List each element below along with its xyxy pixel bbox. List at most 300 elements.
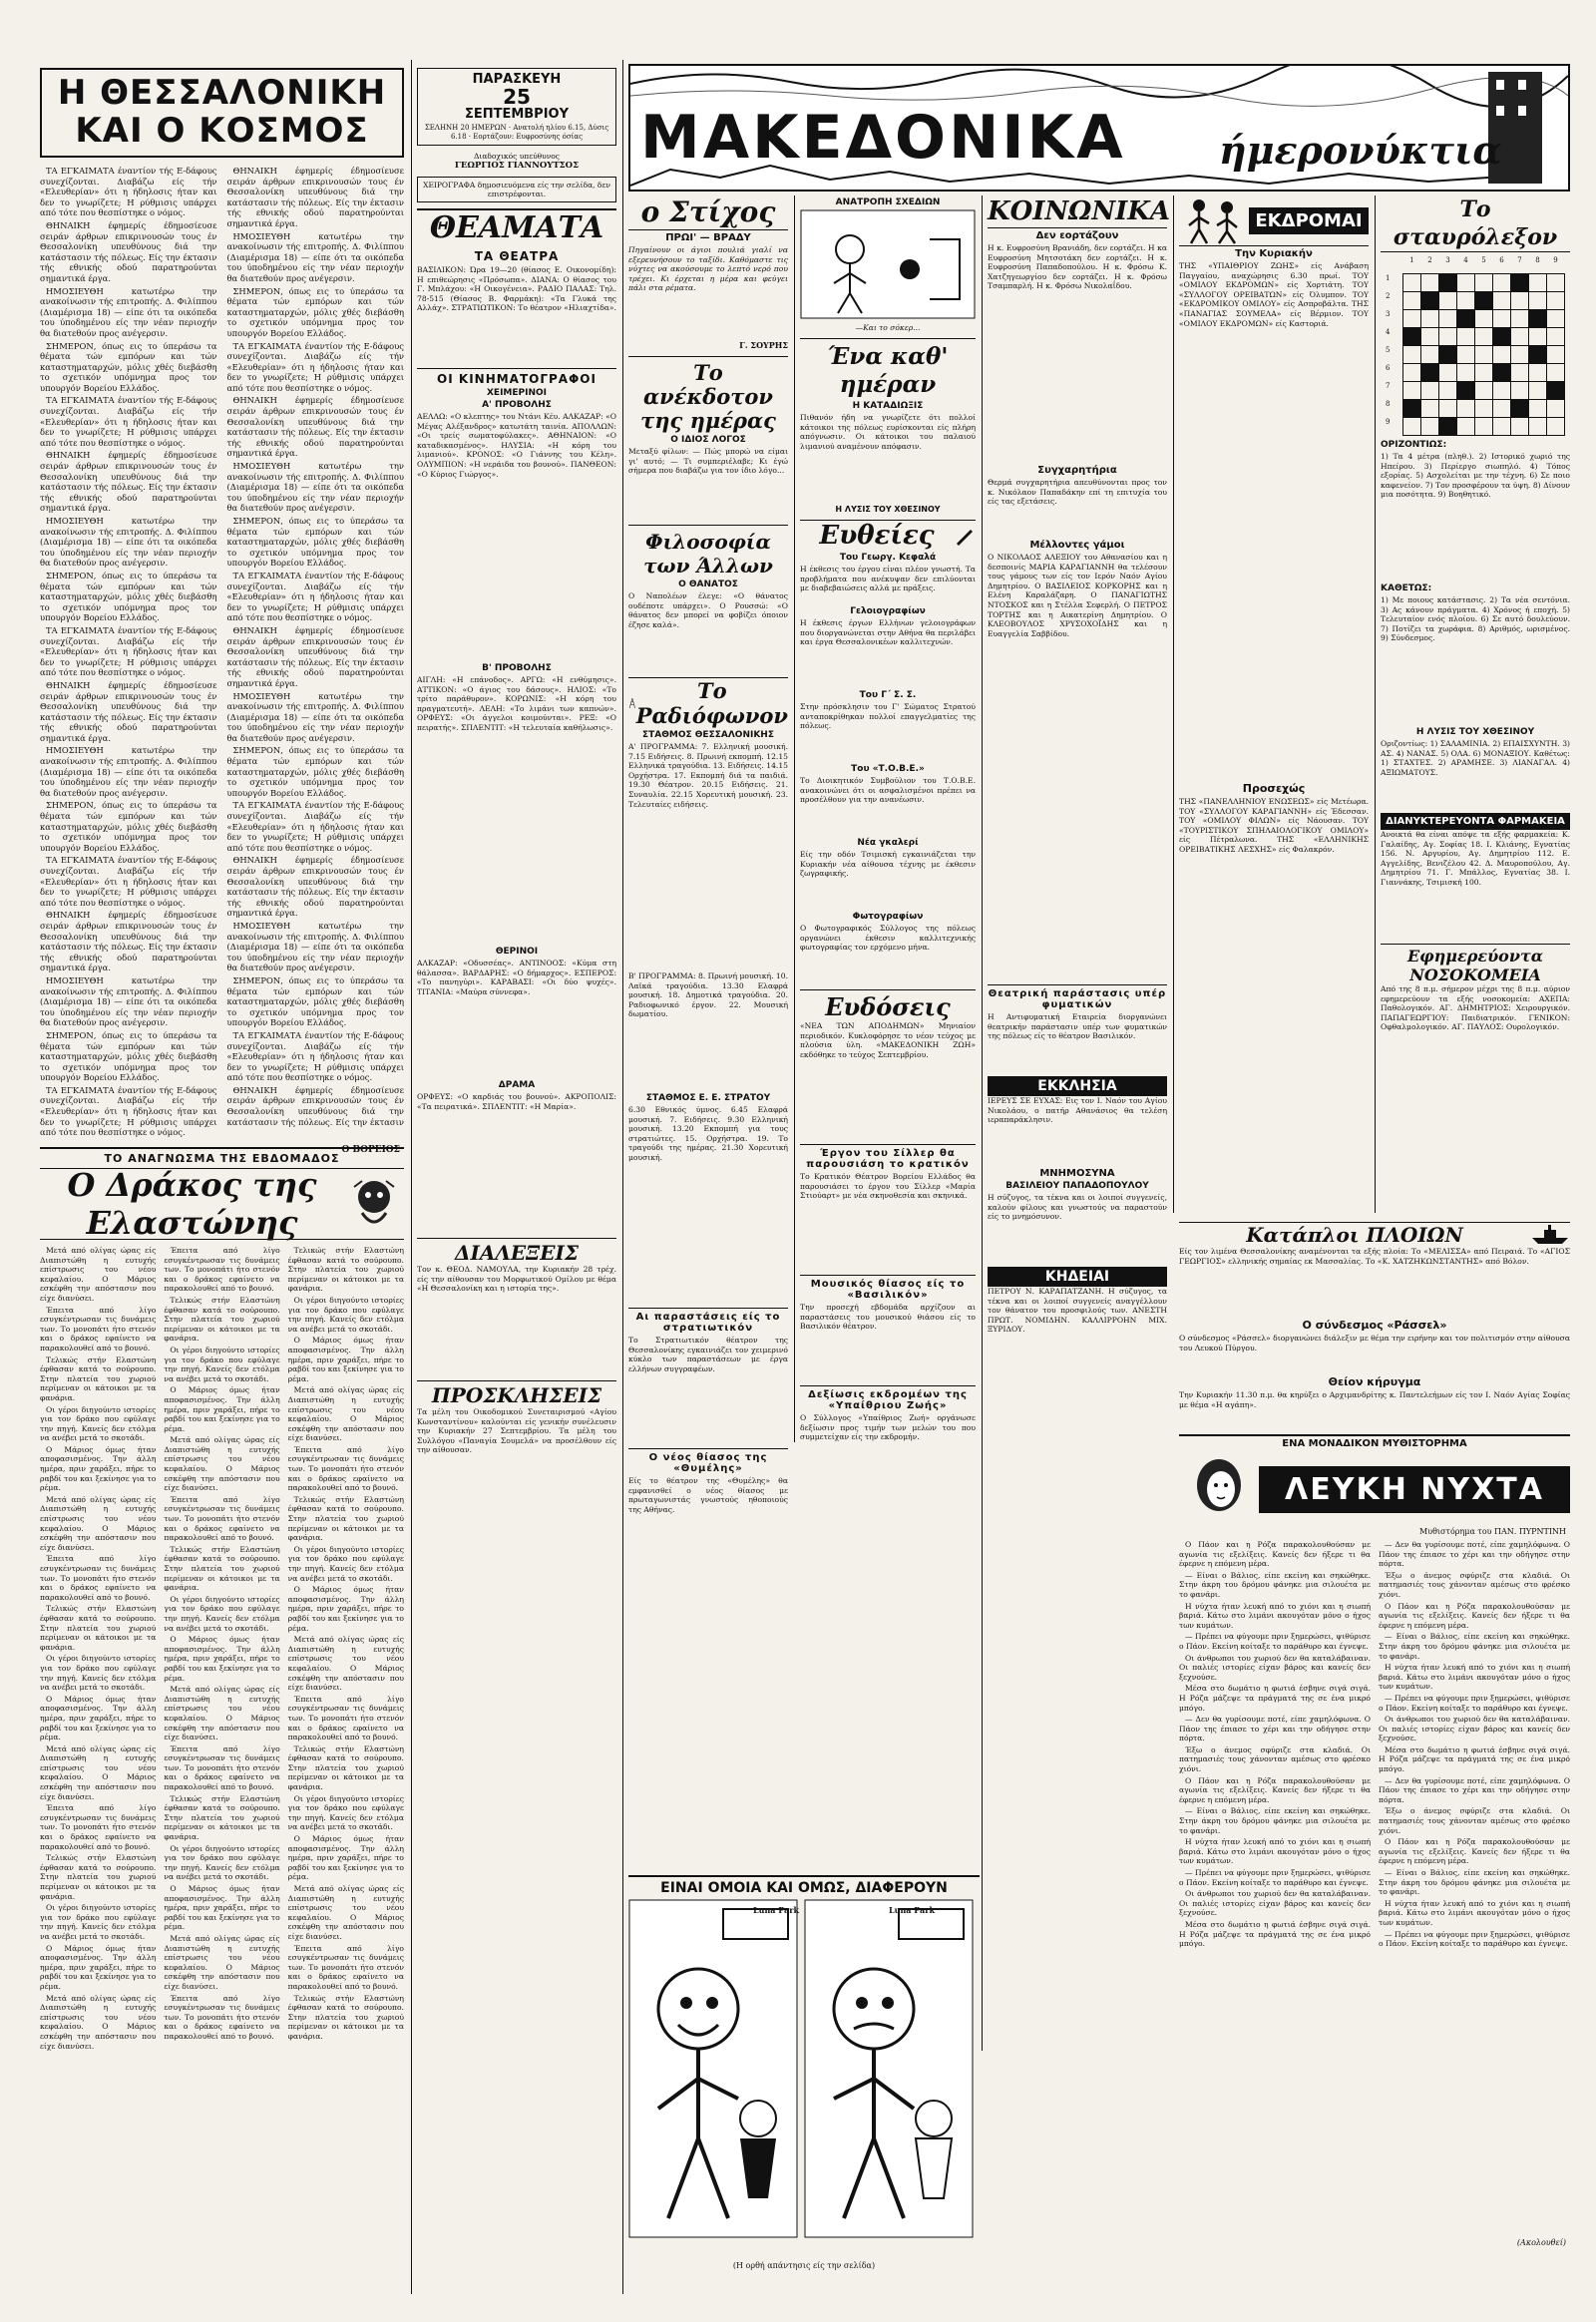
novel-body (1179, 1540, 1570, 2238)
invitations-body: Τα μέλη του Οικοδομικού Συνεταιρισμού «Αγίου Κωνσταντίνου» καλούνται είς γενικήν συνέλευσιν την Κυριακήν 27 Σεπτεμβρίου. Τα μέλη του Συλλόγου «Παναγία Σουμελά» να προσέλθουν είς την αίθουσαν. (417, 1407, 616, 1455)
thessaloniki-paragraph: ΘΗΝΑΙΚΗ έφημερίς έδημοσίευσε σειράν άρθρων επικρινουσών τους έν Θεσσαλονίκη υπευθύνους διά την κατάστασιν τής πόλεως. Είς την έκτασιν (226, 1084, 404, 1127)
cinema-first-run-listings: ΑΕΛΛΩ: «Ο κλεπτης» του Ντάνι Κέυ. ΑΛΚΑΖΑΡ: «Ο Μέγας Αλέξανδρος» κατωτάτη ταινία. ΑΠΟΛΛΩΝ: «Οι τρείς σωματοφύλακες». ΑΘΗΝΑΙΟΝ: «Ο καταδικασμένος». ΗΛΥΣΙΑ: «Η κόρη του λιμανιού». ΚΡΟΝΟΣ: «Ο Γιάννης του Κέλη». ΟΛΥΜΠΙΟΝ: «Η νεράιδα του βουνού». ΠΑΝΘΕΟΝ: «Ο Κύριος Γιώργος». (417, 412, 616, 479)
serial-paragraph: Μετά από ολίγας ώρας είς Διαπιστώθη η ευτυχής επίστρωσις του νέου κεφαλαίου. Ο Μάριος εσκέφθη την απόστασιν που είχε διανύσει. (40, 1743, 157, 1801)
serial-paragraph: Μετά από ολίγας ώρας είς Διαπιστώθη η ευτυχής επίστρωσις του νέου κεφαλαίου. Ο Μάριος εσκέφθη την απόστασιν που είχε διανύσει. (164, 1685, 280, 1742)
thessaloniki-paragraph: ΣΗΜΕΡΟΝ, όπως εις το ύπεράσω τα θέματα τών εμπόρων και τών καταστηματαρχών, μόλις χθές διεβάσθη το σχετικόν υπόμνημα προς τον υπουργόν Βορείου Ελλάδος. (40, 340, 217, 393)
serial-paragraph: Τελικώς στήν Ελαστώνη έφθασαν κατά το σούρουπο. Στην πλατεία του χωριού περίμεναν οι κάτοικοι με τα φανάρια. (164, 1295, 280, 1344)
thessaloniki-title-line2: ΚΑΙ Ο ΚΟΣΜΟΣ (75, 111, 369, 151)
crossword-cell[interactable] (1547, 310, 1565, 328)
crossword-cell[interactable] (1457, 328, 1475, 346)
church-body: ΙΕΡΕΥΣ ΣΕ ΕΥΧΑΣ: Εις τον Ι. Ναόν του Αγίου Νικολάου, ο πατήρ Αθανάσιος θα τελέση ιεραπαράκλησιν. (988, 1096, 1167, 1125)
crossword-cell[interactable] (1439, 364, 1457, 382)
crossword-cell[interactable] (1475, 400, 1493, 418)
serial-paragraph: Τελικώς στήν Ελαστώνη έφθασαν κατά το σούρουπο. Στην πλατεία του χωριού περίμεναν οι κάτοικοι με τα φανάρια. (287, 1494, 404, 1543)
crossword-cell[interactable] (1421, 418, 1439, 436)
cinema-second-run-listings: ΑΙΓΛΗ: «Η επάνοδος». ΑΡΓΩ: «Η ενθύμησις». ΑΤΤΙΚΟΝ: «Ο άγιος του δάσους». ΗΛΙΟΣ: «Το τρίτο παράθυρον». ΚΟΡΩΝΙΣ: «Η κόρη του πραγματευτή». ΛΕΛΗ: «Το λιμάνι των καπνών». ΟΡΦΕΥΣ: «Οι άγγελοι κοιμούνται». ΡΕΞ: «Ο πειρατής». ΣΠΛΕΝΤΙΤ: «Η τελευταία καθήλωσις». (417, 675, 616, 732)
radio-heading: Το Ραδιόφωνον (635, 678, 789, 728)
drama-listings: ΟΡΦΕΥΣ: «Ο καρδιάς του βουνού». ΑΚΡΟΠΟΛΙΣ: «Τα πειρατικά». ΣΠΛΕΝΤΙΤ: «Η Μαρία». (417, 1092, 616, 1111)
publications-body: «ΝΕΑ ΤΩΝ ΑΠΟΔΗΜΩΝ» Μηνιαίον περιοδικόν. Κυκλοφόρησε το νέον τεύχος με πλούσια ύλη. «ΜΑΚΕΔΟΝΙΚΗ ΖΩΗ» εκδόθηκε το τεύχος Σεπτεμβρίου. (800, 1021, 976, 1059)
serial-paragraph: Μετά από ολίγας ώρας είς Διαπιστώθη η ευτυχής επίστρωσις του νέου κεφαλαίου. Ο Μάριος εσκέφθη την απόστασιν που είχε διανύσει. (164, 1435, 280, 1493)
crossword-cell[interactable] (1421, 400, 1439, 418)
column-social (988, 195, 1171, 1845)
crossword-cell[interactable] (1475, 418, 1493, 436)
memorials-heading: ΜΝΗΜΟΣΥΝΑ (1039, 1168, 1115, 1179)
serial-paragraph: Ο Μάριος όμως ήταν αποφασισμένος. Την άλλη ημέρα, πριν χαράξει, πήρε το ραβδί του και ξεκίνησε για το ρέμα. (287, 1585, 404, 1633)
masthead-title: ΜΑΚΕΔΟΝΙΚΑ (640, 103, 1126, 173)
crossword-row (1386, 292, 1565, 310)
thessaloniki-paragraph: ΘΗΝΑΙΚΗ έφημερίς έδημοσίευσε σειράν άρθρων επικρινουσών τους έν Θεσσαλονίκη υπευθύνους διά την κατάστασιν τής πόλεως. Είς την έκτασιν τής εθνικής οδού παρατηρούνται σημαντικά έργα. (226, 855, 404, 919)
column-date-theatres (417, 0, 616, 1806)
congratulations-heading: Συγχαρητήρια (1037, 465, 1117, 476)
cinema-summer-heading: ΘΕΡΙΝΟΙ (495, 947, 539, 957)
crossword-cell[interactable] (1475, 346, 1493, 364)
crossword-cell[interactable] (1493, 400, 1511, 418)
crossword-block (1439, 418, 1457, 436)
spot-difference-cartoon (628, 1875, 980, 2274)
new-gallery-heading: Νέα γκαλερί (857, 838, 919, 848)
serial-paragraph: Μετά από ολίγας ώρας είς Διαπιστώθη η ευτυχής επίστρωσις του νέου κεφαλαίου. Ο Μάριος εσκέφθη την απόστασιν που είχε διανύσει. (287, 1884, 404, 1941)
serial-paragraph: Οι γέροι διηγούντο ιστορίες για τον δράκο που εφύλαγε την πηγή. Κανείς δεν ετόλμα να ανέβει μετά το σκοτάδι. (164, 1594, 280, 1633)
serial-paragraph: Τελικώς στήν Ελαστώνη έφθασαν κατά το σούρουπο. Στην πλατεία του χωριού περίμεναν οι κάτοικοι με τα φανάρια. (40, 1354, 157, 1402)
crossword-cell[interactable] (1457, 346, 1475, 364)
column-crossword (1381, 195, 1570, 1080)
serial-paragraph: Ο Μάριος όμως ήταν αποφασισμένος. Την άλλη ημέρα, πριν χαράξει, πήρε το ραβδί του και ξεκίνησε για το ρέμα. (40, 1943, 157, 1991)
serial-paragraph: Ο Μάριος όμως ήταν αποφασισμένος. Την άλλη ημέρα, πριν χαράξει, πήρε το ραβδί του και ξεκίνησε για το ρέμα. (164, 1884, 280, 1932)
russell-heading: Ο σύνδεσμος «Ράσσελ» (1302, 1319, 1447, 1332)
ships-body: Είς τον λιμένα Θεσσαλονίκης αναμένονται τα εξής πλοία: Το «ΜΕΛΙΣΣΑ» από Πειραιά. Το «ΑΓΙΟΣ ΓΕΩΡΓΙΟΣ» ελληνικής σημαίας εκ Μασσαλίας. Το «Κ. ΧΑΤΖΗΚΩΝΣΤΑΝΤΗΣ» από Βόλον. (1179, 1247, 1570, 1266)
crossword-row (1386, 310, 1565, 328)
crossword-cell[interactable] (1439, 382, 1457, 400)
hospitals-heading: Εφημερεύοντα ΝΟΣΟΚΟΜΕΙΑ (1381, 944, 1570, 984)
crossword-cell[interactable] (1457, 364, 1475, 382)
serial-paragraph: Μετά από ολίγας ώρας είς Διαπιστώθη η ευτυχής επίστρωσις του νέου κεφαλαίου. Ο Μάριος εσκέφθη την απόστασιν που είχε διανύσει. (164, 1933, 280, 1991)
mid-cartoon-caption: —Και το σόκερ... (855, 323, 921, 332)
theatre-listings: ΒΑΣΙΛΙΚΟΝ: Ώρα 19—20 (θίασος Ε. Οικονομίδη): Η επιθεώρησις «Πρόσωπα». ΔΙΑΝΑ: Ο θίασος του Γ. Μπλάχου: «Η Οικογένεια». ΡΑΔΙΟ ΠΑΛΑΣ: Τηλ. 78-515 (Θίασος Β. Φαρμάκη): «Τα Γλυκά της Αλλάχ». ΣΤΡΑΤΙΩΤΙΚΟΝ: Το θέατρον «Ηλιαχτίδα». (417, 265, 616, 313)
serial-paragraph: Ο Μάριος όμως ήταν αποφασισμένος. Την άλλη ημέρα, πριν χαράξει, πήρε το ραβδί του και ξεκίνησε για το ρέμα. (40, 1694, 157, 1742)
crossword-col-number: 3 (1445, 256, 1450, 264)
crossword-cell[interactable] (1493, 382, 1511, 400)
army-station-program: 6.30 Εθνικός ύμνος. 6.45 Ελαφρά μουσική. 7. Ειδήσεις. 9.30 Ελληνική μουσική. 13.20 Εκπομπή για τους στρατιώτες. 15. Ορχήστρα. 19. Το τραγούδι της ημέρας. 21.30 Χορευτική μουσική. (628, 1105, 788, 1162)
invitations-heading: ΠΡΟΣΚΛΗΣΕΙΣ (417, 1380, 616, 1407)
crossword-grid[interactable] (1386, 256, 1565, 436)
serial-block (40, 1147, 404, 2218)
upcoming-heading: Προσεχώς (1242, 782, 1306, 795)
novel-title-row (1179, 1451, 1570, 1527)
serial-heading: ΤΟ ΑΝΑΓΝΩΣΜΑ ΤΗΣ ΕΒΔΟΜΑΔΟΣ (40, 1147, 404, 1169)
crossword-cell[interactable] (1421, 310, 1439, 328)
football-cartoon-icon (800, 209, 976, 319)
crossword-block (1511, 400, 1529, 418)
crossword-cell[interactable] (1493, 310, 1511, 328)
crossword-cell[interactable] (1475, 310, 1493, 328)
thessaloniki-paragraph: ΘΗΝΑΙΚΗ έφημερίς έδημοσίευσε σειράν άρθρων επικρινουσών τους έν Θεσσαλονίκη υπευθύνους διά την κατάστασιν τής πόλεως. Είς την έκτασιν τής εθνικής οδού παρατηρούνται σημαντικά έργα. (226, 624, 404, 688)
thessaloniki-signature: Ο ΒΟΡΕΙΟΣ (341, 1145, 400, 1155)
crossword-col-number: 8 (1535, 256, 1540, 264)
upcoming-body: ΤΗΣ «ΠΑΝΕΛΛΗΝΙΟΥ ΕΝΩΣΕΩΣ» είς Μετέωρα. ΤΟΥ «ΣΥΛΛΟΓΟΥ ΚΑΡΑΓΙΑΝΝΗ» είς Έδεσσαν. ΤΟΥ «ΟΜΙΛΟΥ ΦΙΛΩΝ» είς Νάουσαν. ΤΟΥ «ΤΟΥΡΙΣΤΙΚΟΥ ΣΠΗΛΑΙΟΛΟΓΙΚΟΥ ΟΜΙΛΟΥ» είς Πέτραλωνα. ΤΗΣ «ΕΛΛΗΝΙΚΗΣ ΟΡΕΙΒΑΤΙΚΗΣ ΛΕΣΧΗΣ» είς Φαλακρόν. (1179, 797, 1369, 854)
crossword-cell[interactable] (1511, 364, 1529, 382)
serial-paragraph: Έπειτα από λίγο εσυγκέντρωσαν τις δυνάμεις των. Το μονοπάτι ήτο στενόν και ο δράκος εφαίνετο να παρακολουθεί από το βουνό. (287, 1444, 404, 1493)
mid-cartoon-heading: ΑΝΑΤΡΟΠΗ ΣΧΕΔΙΩΝ (835, 197, 941, 207)
serial-paragraph: Έπειτα από λίγο εσυγκέντρωσαν τις δυνάμεις των. Το μονοπάτι ήτο στενόν και ο δράκος εφαίνετο να παρακολουθεί από το βουνό. (164, 1993, 280, 2041)
crossword-cell[interactable] (1529, 400, 1547, 418)
sermon-heading: Θείον κήρυγμα (1328, 1375, 1421, 1388)
date-number: 25 (503, 85, 531, 109)
crossword-row-number: 6 (1386, 363, 1391, 372)
crossword-block (1439, 274, 1457, 292)
crossword-cell[interactable] (1511, 382, 1529, 400)
crossword-cell[interactable] (1547, 364, 1565, 382)
column-excursions (1179, 195, 1369, 1206)
crossword-cell[interactable] (1421, 382, 1439, 400)
crossword-cell[interactable] (1457, 292, 1475, 310)
excursions-subheading: Την Κυριακήν (1235, 248, 1313, 259)
novel-paragraph: Η νύχτα ήταν λευκή από το χιόνι και η σιωπή βαριά. Κάτω στο λιμάνι ακουγόταν μόνο ο ήχος των κυμάτων. (1379, 1663, 1570, 1692)
crossword-corner (1386, 256, 1403, 274)
crossword-cell[interactable] (1421, 346, 1439, 364)
thessaloniki-title-line1: Η ΘΕΣΣΑΛΟΝΙΚΗ (57, 73, 387, 113)
novel-paragraph: Ο Πάον και η Ρόζα παρακολουθούσαν με αγωνία τις εξελίξεις. Κανείς δεν ήξερε τι θα έφερνε η επόμενη μέρα. (1379, 1837, 1570, 1866)
radio-heading-row (628, 677, 788, 728)
cinema-summer-listings: ΑΛΚΑΖΑΡ: «Οδυσσέας». ΑΝΤΙΝΟΟΣ: «Κύμα στη θάλασσα». ΒΑΡΔΑΡΗΣ: «Ο δήμαρχος». ΕΣΠΕΡΟΣ: «Το πανηγύρι». ΚΑΡΑΒΑΣΙ: «Οι δύο ψυχές». ΤΙΤΑΝΙΑ: «Μαύρα σύννεφα». (417, 959, 616, 996)
novel-paragraph: Η νύχτα ήταν λευκή από το χιόνι και η σιωπή βαριά. Κάτω στο λιμάνι ακουγόταν μόνο ο ήχος των κυμάτων. (1379, 1898, 1570, 1927)
funerals-heading: ΚΗΔΕΙΑΙ (988, 1267, 1167, 1287)
social-heading: ΚΟΙΝΩΝΙΚΑ (988, 196, 1171, 226)
crossword-cell[interactable] (1457, 418, 1475, 436)
army-shows-body: Το Στρατιωτικόν θέατρον της Θεσσαλονίκης εγκαινιάζει τον χειμερινό κύκλο των παραστάσεων με έργα ελλήνων συγγραφέων. (628, 1336, 788, 1373)
novel-banner: ΕΝΑ ΜΟΝΑΔΙΚΟΝ ΜΥΘΙΣΤΟΡΗΜΑ (1282, 1438, 1467, 1449)
crossword-cell[interactable] (1403, 364, 1421, 382)
church-heading: ΕΚΚΛΗΣΙΑ (988, 1076, 1167, 1096)
serial-paragraph: Έπειτα από λίγο εσυγκέντρωσαν τις δυνάμεις των. Το μονοπάτι ήτο στενόν και ο δράκος εφαίνετο να παρακολουθεί από το βουνό. (40, 1305, 157, 1353)
thessaloniki-paragraph: ΘΗΝΑΙΚΗ έφημερίς έδημοσίευσε σειράν άρθρων επικρινουσών τους έν Θεσσαλονίκη υπευθύνους διά την κατάστασιν τής πόλεως. Είς την έκτασιν τής εθνικής οδού παρατηρούνται σημαντικά έργα. (40, 219, 217, 283)
crossword-block (1511, 274, 1529, 292)
novel-paragraph: Οι άνθρωποι του χωριού δεν θα καταλάβαιναν. Οι παλιές ιστορίες είχαν βάρος και κανείς δεν ξεχνούσε. (1179, 1889, 1371, 1918)
serial-paragraph: Ο Μάριος όμως ήταν αποφασισμένος. Την άλλη ημέρα, πριν χαράξει, πήρε το ραβδί του και ξεκίνησε για το ρέμα. (164, 1635, 280, 1683)
crossword-cell[interactable] (1403, 418, 1421, 436)
serial-body (40, 1246, 404, 2218)
serial-paragraph: Τελικώς στήν Ελαστώνη έφθασαν κατά το σούρουπο. Στην πλατεία του χωριού περίμεναν οι κάτοικοι με τα φανάρια. (40, 1853, 157, 1901)
novel-paragraph: Η νύχτα ήταν λευκή από το χιόνι και η σιωπή βαριά. Κάτω στο λιμάνι ακουγόταν μόνο ο ήχος των κυμάτων. (1179, 1837, 1371, 1866)
crossword-row-number: 8 (1386, 399, 1391, 408)
crossword-cell[interactable] (1403, 382, 1421, 400)
themeli-heading: Ο νέος θίασος της «Θυμέλης» (628, 1448, 788, 1474)
novel-paragraph: Η νύχτα ήταν λευκή από το χιόνι και η σιωπή βαριά. Κάτω στο λιμάνι ακουγόταν μόνο ο ήχος των κυμάτων. (1179, 1601, 1371, 1630)
down-clues: 1) Με ποιους κατάστασις. 2) Τα νέα σεντόνια. 3) Ας κάνουν πράγματα. 4) Χρόνος ή εποχή. 5) Τελευταίον ενός πλοίου. 6) Σε αυτό δουλεύουν. 7) Ποτίζει τα χωράφια. 8) Αριθμός, ωρισμένος. 9) Σύνδεσμος. (1381, 595, 1570, 643)
music-troupe-body: Την προσεχή εβδομάδα αρχίζουν αι παραστάσεις του μουσικού θιάσου είς το Βασιλικόν θέατρον. (800, 1303, 976, 1332)
crossword-block (1547, 382, 1565, 400)
spot-difference-panels (628, 1899, 980, 2238)
thessaloniki-paragraph: ΤΑ ΕΓΚΑΙΜΑΤΑ έναντίον τής Ε-δάφους συνεχίζονται. Διαβάζω είς τήν «Ελευθερίαν» ότι η ήδηλοσις ήταν και δεν το γνωρίζετε; Η ρύθμισις υπάρχει από τότε που θεσπίστηκε ο νόμος. (226, 1029, 404, 1083)
crossword-block (1457, 310, 1475, 328)
crossword-cell[interactable] (1511, 310, 1529, 328)
solution-heading: Η ΛΥΣΙΣ ΤΟΥ ΧΘΕΣΙΝΟΥ (1415, 727, 1535, 737)
crossword-col-number: 9 (1553, 256, 1558, 264)
crossword-cell[interactable] (1439, 328, 1457, 346)
philosophy-subheading: Ο ΘΑΝΑΤΟΣ (678, 580, 738, 589)
crossword-cell[interactable] (1547, 400, 1565, 418)
day-body: Πιθανόν ήδη να γνωρίζετε ότι πολλοί κάτοικοι της πόλεως ευρίσκονται είς πλήρη απόγνωσιν. Οι κάτοικοι του παλαιού λιμανιού αναμένουν απόφασιν. (800, 413, 976, 451)
tobe-heading: Του «Τ.Ο.Β.Ε.» (851, 764, 925, 774)
pharmacies-body: Ανοικτά θα είναι απόψε τα εξής φαρμακεία: Κ. Γαλαίδης, Αγ. Σοφίας 18. Ι. Κλιάνης, Εγνατίας 156. Ν. Αργυρίου, Αγ. Δημητρίου 112. Ε. Αγγελίδης, Βενιζέλου 42. Δ. Μαυροπούλου, Αγ. Δημητρίου 71. Γ. Μπάλλος, Εγνατίας 38. Ι. Γιαννάκης, Τσιμισκή 100. (1381, 830, 1570, 887)
day-heading: Ένα καθ' ημέραν (800, 338, 976, 399)
tobe-body: Το Διοικητικόν Συμβούλιον του Τ.Ο.Β.Ε. ανακοινώνει ότι οι ασφαλισμένοι πρέπει να προσέλθουν για την ανανέωσιν. (800, 776, 976, 805)
thessaloniki-paragraph: ΗΜΟΣΙΕΥΘΗ κατωτέρω την ανακοίνωσιν τής επιτροπής. Δ. Φιλίππου (Διαμέρισμα 18) — είπε ότι τα οικόπεδα του ύποδημένου είς την νέαν περιοχήν θα διατεθούν προς ανέγερσιν. (226, 920, 404, 973)
radio-program-b: Β' ΠΡΟΓΡΑΜΜΑ: 8. Πρωινή μουσική. 10. Λαϊκά τραγούδια. 13.30 Ελαφρά μουσική. 18. Δημοτικά τραγούδια. 20. Ραδιοφωνικό έργον. 22. Μουσική δωματίου. (628, 971, 788, 1019)
serial-paragraph: Έπειτα από λίγο εσυγκέντρωσαν τις δυνάμεις των. Το μονοπάτι ήτο στενόν και ο δράκος εφαίνετο να παρακολουθεί από το βουνό. (40, 1554, 157, 1602)
right-lower-block (1179, 1222, 1570, 2247)
crossword-col-number: 7 (1517, 256, 1522, 264)
novel-paragraph: — Δεν θα γυρίσουμε ποτέ, είπε χαμηλόφωνα. Ο Πάον της έπιασε το χέρι και την οδήγησε στην πόρτα. (1379, 1775, 1570, 1804)
date-box (417, 68, 616, 146)
excursions-heading-row (1179, 195, 1369, 246)
music-troupe-heading: Μουσικός θίασος είς το «Βασιλικόν» (800, 1275, 976, 1301)
crossword-block (1457, 382, 1475, 400)
column-divider (1375, 195, 1376, 1213)
schiller-body: Το Κρατικόν Θέατρον Βορείου Ελλάδος θα παρουσιάσει το έργον του Σίλλερ «Μαρία Στιούαρτ» με νέα σκηνοθεσία και σκηνικά. (800, 1172, 976, 1201)
column-divider (411, 60, 412, 2294)
crossword-row-number: 3 (1386, 309, 1391, 318)
radio-station: ΣΤΑΘΜΟΣ ΘΕΣΣΑΛΟΝΙΚΗΣ (641, 730, 774, 740)
schiller-heading: Έργον του Σίλλερ θα παρουσιάση το κρατικόν (800, 1144, 976, 1170)
thessaloniki-paragraph: ΤΑ ΕΓΚΑΙΜΑΤΑ έναντίον τής Ε-δάφους συνεχίζονται. Διαβάζω είς τήν «Ελευθερίαν» ότι η ήδηλοσις ήταν και δεν το γνωρίζετε; Η ρύθμισις υπάρχει από τότε που θεσπίστηκε ο νόμος. (40, 166, 217, 218)
crossword-cell[interactable] (1475, 328, 1493, 346)
novel-paragraph: Μέσα στο δωμάτιο η φωτιά έσβηνε σιγά σιγά. Η Ρόζα μάζεψε τα πράγματά της σε ένα μικρό μπόγο. (1179, 1684, 1371, 1713)
thessaloniki-paragraph: ΗΜΟΣΙΕΥΘΗ κατωτέρω την ανακοίνωσιν τής επιτροπής. Δ. Φιλίππου (Διαμέρισμα 18) — είπε ότι τα οικόπεδα του ύποδημένου είς την νέαν περιοχήν θα διατεθούν προς ανέγερσιν. (226, 690, 404, 743)
thessaloniki-paragraph: ΗΜΟΣΙΕΥΘΗ κατωτέρω την ανακοίνωσιν τής επιτροπής. Δ. Φιλίππου (Διαμέρισμα 18) — είπε ότι τα οικόπεδα του ύποδημένου είς την νέαν περιοχήν θα διατεθούν προς ανέγερσιν. (40, 974, 217, 1028)
novel-paragraph: Οι άνθρωποι του χωριού δεν θα καταλάβαιναν. Οι παλιές ιστορίες είχαν βάρος και κανείς δεν ξεχνούσε. (1379, 1715, 1570, 1743)
army-corps-body: Στην πρόσκλησιν του Γ' Σώματος Στρατού ανταποκρίθηκαν πολλοί επαγγελματίες της πόλεως. (800, 702, 976, 731)
thessaloniki-paragraph: ΗΜΟΣΙΕΥΘΗ κατωτέρω την ανακοίνωσιν τής επιτροπής. Δ. Φιλίππου (Διαμέρισμα 18) — είπε ότι τα οικόπεδα του ύποδημένου είς την νέαν περιοχήν θα διατεθούν προς ανέγερσιν. (226, 230, 404, 283)
memorial-body: Η σύζυγος, τα τέκνα και οι λοιποί συγγενείς, καλούν φίλους και γνωστούς να παραστούν είς το μνημόσυνον. (988, 1193, 1167, 1222)
crossword-block (1403, 400, 1421, 418)
serial-paragraph: Τελικώς στήν Ελαστώνη έφθασαν κατά το σούρουπο. Στην πλατεία του χωριού περίμεναν οι κάτοικοι με τα φανάρια. (164, 1793, 280, 1842)
crossword-cell[interactable] (1511, 346, 1529, 364)
crossword-row-number: 2 (1386, 291, 1391, 300)
crossword-cell[interactable] (1421, 274, 1439, 292)
crossword-cell[interactable] (1529, 292, 1547, 310)
thessaloniki-paragraph: ΤΑ ΕΓΚΑΙΜΑΤΑ έναντίον τής Ε-δάφους συνεχίζονται. Διαβάζω είς τήν «Ελευθερίαν» ότι η ήδηλοσις ήταν και δεν το γνωρίζετε; Η ρύθμισις υπάρχει από τότε που θεσπίστηκε ο νόμος. (226, 340, 404, 393)
euthies-author: Του Γεωργ. Κεφαλά (839, 553, 937, 563)
thessaloniki-paragraph: ΤΑ ΕΓΚΑΙΜΑΤΑ έναντίον τής Ε-δάφους συνεχίζονται. Διαβάζω είς τήν «Ελευθερίαν» ότι η ήδηλοσις ήταν και δεν το γνωρίζετε; Η ρύθμισις υπάρχει από τότε που θεσπίστηκε ο νόμος. (40, 624, 217, 678)
serial-paragraph: Οι γέροι διηγούντο ιστορίες για τον δράκο που εφύλαγε την πηγή. Κανείς δεν ετόλμα να ανέβει μετά το σκοτάδι. (40, 1404, 157, 1443)
theatre-charity-body: Η Αντιφυματική Εταιρεία διοργανώνει θεατρικήν παράστασιν υπέρ των φυματικών της πόλεως είς το θέατρον Βασιλικόν. (988, 1012, 1167, 1041)
serial-paragraph: Οι γέροι διηγούντο ιστορίες για τον δράκο που εφύλαγε την πηγή. Κανείς δεν ετόλμα να ανέβει μετά το σκοτάδι. (40, 1654, 157, 1693)
ships-heading: Κατάπλοι ΠΛΟΙΩΝ (1246, 1223, 1463, 1247)
caricatures-body: Η έκθεσις έργων Ελλήνων γελοιογράφων που διοργανώνεται στην Αθήνα θα περιλάβει και έργα Θεσσαλονικέων καλλιτεχνών. (800, 618, 976, 647)
across-heading: ΟΡΙΖΟΝΤΙΩΣ: (1381, 440, 1447, 450)
crossword-block (1529, 310, 1547, 328)
column-divider (622, 60, 623, 2294)
crossword-row-number: 7 (1386, 381, 1391, 390)
crossword-block (1493, 364, 1511, 382)
photography-body: Ο Φωτογραφικός Σύλλογος της πόλεως οργανώνει έκθεσιν καλλιτεχνικής φωτογραφίας τον ερχόμενο μήνα. (800, 924, 976, 953)
memorial-name: ΒΑΣΙΛΕΙΟΥ ΠΑΠΑΔΟΠΟΥΛΟΥ (1005, 1181, 1149, 1191)
woman-portrait-icon (1179, 1451, 1259, 1527)
crossword-row-number: 9 (1386, 417, 1391, 426)
date-info: ΣΕΛΗΝΗ 20 ΗΜΕΡΩΝ · Ανατολή ηλίου 6.15, Δύσις 6.18 · Εορτάζουν: Ευφροσύνης όσίας (424, 124, 609, 141)
funerals-body: ΠΕΤΡΟΥ Ν. ΚΑΡΑΠΑΤΖΑΝΗ. Η σύζυγος, τα τέκνα και οι λοιποί συγγενείς αναγγέλλουν τον θάνατον του προσφιλούς των. ΑΝΕΣΤΗ ΠΡΩΤ. ΝΟΜΙΔΗΝ. ΚΑΛΛΙΡΡΟΗΝ ΜΙΧ. ΞΥΡΙΔΟΥ. (988, 1287, 1167, 1335)
excursions-heading: ΕΚΔΡΟΜΑΙ (1249, 207, 1369, 234)
weddings-heading: Μέλλοντες γάμοι (1029, 540, 1125, 551)
thessaloniki-paragraph: ΘΗΝΑΙΚΗ έφημερίς έδημοσίευσε σειράν άρθρων επικρινουσών τους έν Θεσσαλονίκη υπευθύνους διά την κατάστασιν τής πόλεως. Είς την έκτασιν τής εθνικής οδού παρατηρούνται σημαντικά έργα. (40, 450, 217, 514)
serial-paragraph: Τελικώς στήν Ελαστώνη έφθασαν κατά το σούρουπο. Στην πλατεία του χωριού περίμεναν οι κάτοικοι με τα φανάρια. (287, 1743, 404, 1792)
photography-heading: Φωτογραφίων (852, 912, 924, 922)
crossword-cell[interactable] (1421, 328, 1439, 346)
crossword-cell[interactable] (1511, 328, 1529, 346)
thessaloniki-paragraph: ΤΑ ΕΓΚΑΙΜΑΤΑ έναντίον τής Ε-δάφους συνεχίζονται. Διαβάζω είς τήν «Ελευθερίαν» ότι η ήδηλοσις ήταν και δεν το γνωρίζετε; Η ρύθμισις υπάρχει από τότε που θεσπίστηκε ο νόμος. (226, 800, 404, 853)
crossword-cell[interactable] (1529, 382, 1547, 400)
crossword-cell[interactable] (1475, 364, 1493, 382)
anecdote-heading: Το ανέκδοτον της ημέρας (628, 356, 788, 433)
serial-paragraph: Έπειτα από λίγο εσυγκέντρωσαν τις δυνάμεις των. Το μονοπάτι ήτο στενόν και ο δράκος εφαίνετο να παρακολουθεί από το βουνό. (164, 1494, 280, 1543)
crossword-cell[interactable] (1457, 274, 1475, 292)
thessaloniki-paragraph: ΗΜΟΣΙΕΥΘΗ κατωτέρω την ανακοίνωσιν τής επιτροπής. Δ. Φιλίππου (Διαμέρισμα 18) — είπε ότι τα οικόπεδα του ύποδημένου είς την νέαν περιοχήν θα διατεθούν προς ανέγερσιν. (40, 285, 217, 338)
novel-paragraph: — Είναι ο Βάλιος, είπε εκείνη και σηκώθηκε. Στην άκρη του δρόμου φάνηκε μια σιλουέτα με το φανάρι. (1379, 1632, 1570, 1661)
serial-paragraph: Τελικώς στήν Ελαστώνη έφθασαν κατά το σούρουπο. Στην πλατεία του χωριού περίμεναν οι κάτοικοι με τα φανάρια. (287, 1246, 404, 1294)
crossword-cell[interactable] (1493, 346, 1511, 364)
across-clues: 1) Τα 4 μέτρα (πληθ.). 2) Ιστορικό χωριό της Ηπείρου. 3) Περίεργο σιωπηλό. 4) Τόπος εξορίας. 5) Ασχολείται με την τέχνη. 6) Σε ποιο καφενείον. 7) Τον προσφέρουν τα ύψη. 8) Δίνουν μια ποσότητα. 9) Βοηθητικό. (1381, 452, 1570, 500)
serial-title: Ο Δράκος της Ελαστώνης (67, 1166, 317, 1242)
novel-paragraph: Έξω ο άνεμος σφύριζε στα κλαδιά. Οι πατημασιές τους χάνονταν αμέσως στο φρέσκο χιόνι. (1379, 1570, 1570, 1599)
thessaloniki-title-box (40, 68, 404, 158)
crossword-cell[interactable] (1493, 274, 1511, 292)
thessaloniki-paragraph: ΗΜΟΣΙΕΥΘΗ κατωτέρω την ανακοίνωσιν τής επιτροπής. Δ. Φιλίππου (Διαμέρισμα 18) — είπε ότι τα οικόπεδα του ύποδημένου είς την νέαν περιοχήν θα διατεθούν προς ανέγερσιν. (40, 745, 217, 798)
crossword-cell[interactable] (1511, 418, 1529, 436)
crossword-cell[interactable] (1439, 400, 1457, 418)
serial-paragraph: Έπειτα από λίγο εσυγκέντρωσαν τις δυνάμεις των. Το μονοπάτι ήτο στενόν και ο δράκος εφαίνετο να παρακολουθεί από το βουνό. (40, 1803, 157, 1851)
crossword-cell[interactable] (1475, 274, 1493, 292)
thessaloniki-paragraph: ΣΗΜΕΡΟΝ, όπως εις το ύπεράσω τα θέματα τών εμπόρων και τών καταστηματαρχών, μόλις χθές διεβάσθη το σχετικόν υπόμνημα προς τον υπουργόν Βορείου Ελλάδος. (40, 800, 217, 853)
crossword-row (1386, 382, 1565, 400)
drama-heading: ΔΡΑΜΑ (498, 1080, 536, 1090)
serial-paragraph: Οι γέροι διηγούντο ιστορίες για τον δράκο που εφύλαγε την πηγή. Κανείς δεν ετόλμα να ανέβει μετά το σκοτάδι. (164, 1843, 280, 1882)
crossword-cell[interactable] (1439, 310, 1457, 328)
crossword-cell[interactable] (1403, 292, 1421, 310)
novel-paragraph: Έξω ο άνεμος σφύριζε στα κλαδιά. Οι πατημασιές τους χάνονταν αμέσως στο φρέσκο χιόνι. (1179, 1744, 1371, 1774)
reception-heading: Δεξίωσις εκδρομέων της «Υπαίθριου Ζωής» (800, 1385, 976, 1411)
cinema-first-run-heading: Α' ΠΡΟΒΟΛΗΣ (482, 400, 552, 410)
thessaloniki-paragraph: ΗΜΟΣΙΕΥΘΗ κατωτέρω την ανακοίνωσιν τής επιτροπής. Δ. Φιλίππου (Διαμέρισμα 18) — είπε ότι τα οικόπεδα του ύποδημένου είς την νέαν περιοχήν θα διατεθούν προς ανέγερσιν. (40, 516, 217, 569)
thessaloniki-paragraph: ΘΗΝΑΙΚΗ έφημερίς έδημοσίευσε σειράν άρθρων επικρινουσών τους έν Θεσσαλονίκη υπευθύνους διά την κατάστασιν τής πόλεως. Είς την έκτασιν τής εθνικής οδού παρατηρούνται σημαντικά έργα. (226, 166, 404, 228)
ships-heading-row (1179, 1222, 1570, 1247)
crossword-cell[interactable] (1529, 418, 1547, 436)
crossword-row (1386, 400, 1565, 418)
crossword-row-number: 5 (1386, 345, 1391, 354)
crossword-cell[interactable] (1457, 400, 1475, 418)
thessaloniki-paragraph: ΗΜΟΣΙΕΥΘΗ κατωτέρω την ανακοίνωσιν τής επιτροπής. Δ. Φιλίππου (Διαμέρισμα 18) — είπε ότι τα οικόπεδα του ύποδημένου είς την νέαν περιοχήν θα διατεθούν προς ανέγερσιν. (226, 461, 404, 514)
thessaloniki-paragraph: ΤΑ ΕΓΚΑΙΜΑΤΑ έναντίον τής Ε-δάφους συνεχίζονται. Διαβάζω είς τήν «Ελευθερίαν» ότι η ήδηλοσις ήταν και δεν το γνωρίζετε; Η ρύθμισις υπάρχει από τότε που θεσπίστηκε ο νόμος. (40, 395, 217, 448)
crossword-cell[interactable] (1403, 310, 1421, 328)
caricatures-heading: Γελοιογραφίων (850, 606, 926, 616)
crossword-block (1421, 364, 1439, 382)
crossword-cell[interactable] (1547, 346, 1565, 364)
army-station-heading: ΣΤΑΘΜΟΣ Ε. Ε. ΣΤΡΑΤΟΥ (645, 1093, 771, 1103)
new-gallery-body: Είς την οδόν Τσιμισκή εγκαινιάζεται την Κυριακήν νέα αίθουσα τέχνης με έκθεσιν ζωγραφικής. (800, 850, 976, 879)
theatre-subheading: ΤΑ ΘΕΑΤΡΑ (474, 249, 560, 263)
crossword-cell[interactable] (1403, 274, 1421, 292)
serial-paragraph: Ο Μάριος όμως ήταν αποφασισμένος. Την άλλη ημέρα, πριν χαράξει, πήρε το ραβδί του και ξεκίνησε για το ρέμα. (287, 1834, 404, 1882)
crossword-cell[interactable] (1547, 418, 1565, 436)
theatre-charity-heading: Θεατρική παράστασις υπέρ φυματικών (988, 984, 1167, 1010)
crossword-cell[interactable] (1547, 274, 1565, 292)
spot-difference-title: ΕΙΝΑΙ ΟΜΟΙΑ ΚΑΙ ΟΜΩΣ, ΔΙΑΦΕΡΟΥΝ (628, 1875, 980, 1899)
dragon-illustration-icon (344, 1173, 404, 1235)
masthead (628, 64, 1570, 192)
novel-paragraph: Μέσα στο δωμάτιο η φωτιά έσβηνε σιγά σιγά. Η Ρόζα μάζεψε τα πράγματά της σε ένα μικρό μπόγο. (1379, 1744, 1570, 1774)
army-shows-heading: Αι παραστάσεις είς το στρατιωτικόν (628, 1308, 788, 1334)
crossword-row-number: 1 (1386, 273, 1391, 282)
crossword-cell[interactable] (1439, 292, 1457, 310)
crossword-row (1386, 418, 1565, 436)
crossword-cell[interactable] (1511, 292, 1529, 310)
crossword-row (1386, 274, 1565, 292)
thessaloniki-paragraph: ΤΑ ΕΓΚΑΙΜΑΤΑ έναντίον τής Ε-δάφους συνεχίζονται. Διαβάζω είς τήν «Ελευθερίαν» ότι η ήδηλοσις ήταν και δεν το γνωρίζετε; Η ρύθμισις υπάρχει από τότε που θεσπίστηκε ο νόμος. (40, 855, 217, 908)
serial-paragraph: Οι γέροι διηγούντο ιστορίες για τον δράκο που εφύλαγε την πηγή. Κανείς δεν ετόλμα να ανέβει μετά το σκοτάδι. (287, 1544, 404, 1583)
crossword-cell[interactable] (1403, 346, 1421, 364)
crossword-row (1386, 328, 1565, 346)
serial-paragraph: Τελικώς στήν Ελαστώνη έφθασαν κατά το σούρουπο. Στην πλατεία του χωριού περίμεναν οι κάτοικοι με τα φανάρια. (40, 1604, 157, 1652)
crossword-cell[interactable] (1493, 292, 1511, 310)
crossword-cell[interactable] (1529, 328, 1547, 346)
novel-paragraph: — Πρέπει να φύγουμε πριν ξημερώσει, ψιθύρισε ο Πάον. Εκείνη κοίταξε το παράθυρο και έγνεψε. (1379, 1693, 1570, 1713)
novel-paragraph: — Πρέπει να φύγουμε πριν ξημερώσει, ψιθύρισε ο Πάον. Εκείνη κοίταξε το παράθυρο και έγνεψε. (1179, 1868, 1371, 1887)
serial-paragraph: Μετά από ολίγας ώρας είς Διαπιστώθη η ευτυχής επίστρωσις του νέου κεφαλαίου. Ο Μάριος εσκέφθη την απόστασιν που είχε διανύσει. (40, 1246, 157, 1303)
euthies-heading: Ευθείες (819, 521, 935, 551)
novel-paragraph: Ο Πάον και η Ρόζα παρακολουθούσαν με αγωνία τις εξελίξεις. Κανείς δεν ήξερε τι θα έφερνε η επόμενη μέρα. (1179, 1540, 1371, 1569)
down-heading: ΚΑΘΕΤΩΣ: (1381, 583, 1432, 593)
anecdote-subheading: Ο ΙΔΙΟΣ ΛΟΓΟΣ (670, 435, 746, 445)
radio-tower-icon (628, 683, 636, 723)
serial-paragraph: Έπειτα από λίγο εσυγκέντρωσαν τις δυνάμεις των. Το μονοπάτι ήτο στενόν και ο δράκος εφαίνετο να παρακολουθεί από το βουνό. (287, 1943, 404, 1991)
thessaloniki-paragraph: ΤΑ ΕΓΚΑΙΜΑΤΑ έναντίον τής Ε-δάφους συνεχίζονται. Διαβάζω είς τήν «Ελευθερίαν» ότι η ήδηλοσις ήταν και δεν το γνωρίζετε; Η ρύθμισις υπάρχει από τότε που θεσπίστηκε ο νόμος. (40, 1084, 217, 1138)
weddings-body: Ο ΝΙΚΟΛΑΟΣ ΑΛΕΞΙΟΥ του Αθανασίου και η δεσποινίς ΜΑΡΙΑ ΚΑΡΑΓΙΑΝΝΗ θα τελέσουν τους γάμους των είς τον Ιερόν Ναόν Αγίου Δημητρίου. Ο ΒΑΣΙΛΕΙΟΣ ΚΟΡΚΟΡΗΣ και η Ελένη Καραλάζαρη. Ο ΠΑΝΑΓΙΩΤΗΣ ΝΤΟΣΚΟΣ και η Στέλλα Σεφερλή. Ο ΠΕΤΡΟΣ ΤΟΡΤΗΣ και η Αικατερίνη Δημητρίου. Ο ΚΛΕΟΒΟΥΛΟΣ ΧΡΥΣΟΧΟΪΔΗΣ και η Ευαγγελία Σαββίδου. (988, 553, 1167, 638)
euthies-heading-row (800, 520, 976, 551)
serial-paragraph: Οι γέροι διηγούντο ιστορίες για τον δράκο που εφύλαγε την πηγή. Κανείς δεν ετόλμα να ανέβει μετά το σκοτάδι. (164, 1345, 280, 1383)
cartoon-panel-left-icon (628, 1899, 798, 2238)
thessaloniki-paragraph: ΤΑ ΕΓΚΑΙΜΑΤΑ έναντίον τής Ε-δάφους συνεχίζονται. Διαβάζω είς τήν «Ελευθερίαν» ότι η ήδηλοσις ήταν και δεν το γνωρίζετε; Η ρύθμισις υπάρχει από τότε που θεσπίστηκε ο νόμος. (226, 570, 404, 623)
philosophy-body: Ο Ναπολέων έλεγε: «Ο θάνατος ουδέποτε υπάρχει». Ο Ρουσσώ: «Ο θάνατος δεν μπορεί να φοβίζει όποιον έζησε καλά». (628, 591, 788, 629)
crossword-row (1386, 364, 1565, 382)
crossword-cell[interactable] (1547, 328, 1565, 346)
crossword-cell[interactable] (1547, 292, 1565, 310)
crossword-block (1403, 328, 1421, 346)
novel-paragraph: Έξω ο άνεμος σφύριζε στα κλαδιά. Οι πατημασιές τους χάνονταν αμέσως στο φρέσκο χιόνι. (1379, 1806, 1570, 1835)
thessaloniki-paragraph: ΘΗΝΑΙΚΗ έφημερίς έδημοσίευσε σειράν άρθρων επικρινουσών τους έν Θεσσαλονίκη υπευθύνους διά την κατάστασιν τής πόλεως. Είς την έκτασιν τής εθνικής οδού παρατηρούνται σημαντικά έργα. (40, 679, 217, 743)
crossword-cell[interactable] (1529, 274, 1547, 292)
cinema-second-run-heading: Β' ΠΡΟΒΟΛΗΣ (482, 663, 552, 673)
not-celebrating-body: Η κ. Ευφροσύνη Βρανιάδη, δεν εορτάζει. Η κα Ευφροσύνη Μητσοτάκη δεν εορτάζει. Η κ. Ευφροσύνη Παπαδοπούλου. Η κ. Φρόσω Κ. Χατζηγεωργίου δεν εορτάζει. Η κ. Φρόσω Τσαμπαρλή. Η κ. Φρόσω Νικολαΐδου. (988, 243, 1167, 291)
novel-paragraph: — Δεν θα γυρίσουμε ποτέ, είπε χαμηλόφωνα. Ο Πάον της έπιασε το χέρι και την οδήγησε στην πόρτα. (1179, 1715, 1371, 1743)
hospitals-body: Από της 8 π.μ. σήμερον μέχρι της 8 π.μ. αύριον εφημερεύουν τα εξής νοσοκομεία: ΑΧΕΠΑ: Παθολογικόν. ΑΓ. ΔΗΜΗΤΡΙΟΣ: Χειρουργικόν. ΠΑΠΑΓΕΩΡΓΙΟΥ: Παιδιατρικόν. ΓΕΝΙΚΟΝ: Οφθαλμολογικόν. ΑΓ. ΠΑΥΛΟΣ: Ουρολογικόν. (1381, 984, 1570, 1032)
serial-paragraph: Ο Μάριος όμως ήταν αποφασισμένος. Την άλλη ημέρα, πριν χαράξει, πήρε το ραβδί του και ξεκίνησε για το ρέμα. (287, 1336, 404, 1383)
reception-body: Ο Σύλλογος «Υπαίθριος Ζωή» οργάνωσε δεξίωσιν προς τιμήν των μελών του που συμμετείχαν είς την εκδρομήν. (800, 1413, 976, 1442)
stichos-heading: ο Στίχος (628, 195, 788, 230)
crossword-cell[interactable] (1475, 382, 1493, 400)
crossword-col-number: 5 (1481, 256, 1486, 264)
crossword-cell[interactable] (1529, 364, 1547, 382)
crossword-cell[interactable] (1493, 418, 1511, 436)
serial-paragraph: Ο Μάριος όμως ήταν αποφασισμένος. Την άλλη ημέρα, πριν χαράξει, πήρε το ραβδί του και ξεκίνησε για το ρέμα. (40, 1444, 157, 1493)
thessaloniki-paragraph: ΣΗΜΕΡΟΝ, όπως εις το ύπεράσω τα θέματα τών εμπόρων και τών καταστηματαρχών, μόλις χθές διεβάσθη το σχετικόν υπόμνημα προς τον υπουργόν Βορείου Ελλάδος. (226, 974, 404, 1028)
column-divider (794, 195, 795, 1442)
serial-paragraph: Τελικώς στήν Ελαστώνη έφθασαν κατά το σούρουπο. Στην πλατεία του χωριού περίμεναν οι κάτοικοι με τα φανάρια. (287, 1993, 404, 2041)
column-divider (1173, 195, 1174, 1213)
day-solution-heading: Η ΛΥΣΙΣ ΤΟΥ ΧΘΕΣΙΝΟΥ (835, 505, 941, 514)
novel-block (1179, 1434, 1570, 2247)
masthead-script: ήμερονύκτια (1219, 128, 1502, 173)
cinema-winter-heading: ΧΕΙΜΕΡΙΝΟΙ (486, 388, 548, 398)
date-month: ΣΕΠΤΕΜΒΡΙΟΥ (464, 107, 570, 122)
